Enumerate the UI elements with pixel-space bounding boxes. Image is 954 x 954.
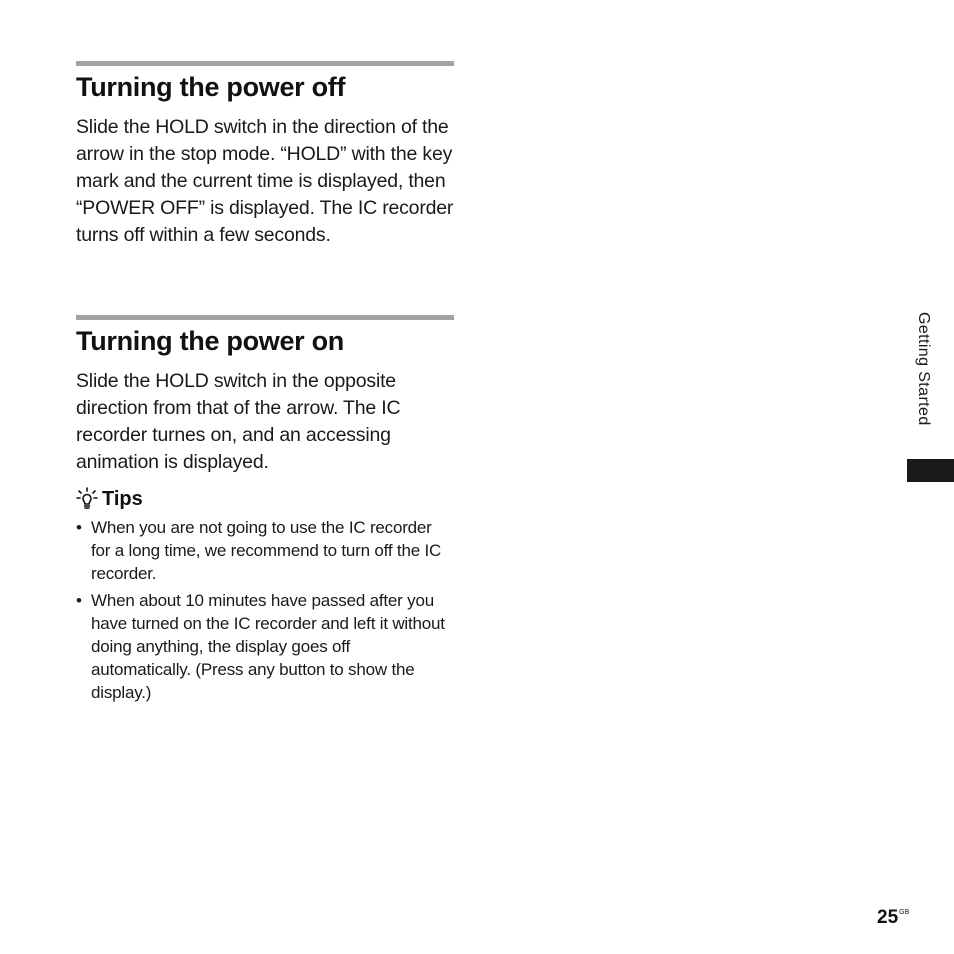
page-number bbox=[877, 907, 909, 929]
chapter-label: Getting Started bbox=[915, 312, 932, 426]
list-item bbox=[76, 589, 448, 704]
tips-list bbox=[76, 516, 448, 708]
list-item bbox=[76, 516, 448, 585]
section-divider bbox=[76, 315, 454, 320]
section-title: Turning the power on bbox=[76, 326, 344, 356]
section-body: Slide the HOLD switch in the opposite direction from that of the arrow. The IC recorder turnes on, and an accessing animation is displayed. bbox=[76, 370, 401, 473]
lightbulb-icon bbox=[76, 487, 98, 511]
section-power-on bbox=[76, 315, 454, 476]
section-power-off bbox=[76, 61, 454, 249]
section-body: Slide the HOLD switch in the direction of the arrow in the stop mode. “HOLD” with the key mark and the current time is displayed, then “POWER OFF” is displayed. The IC recorder turns off within a few seconds. bbox=[76, 116, 454, 246]
section-title: Turning the power off bbox=[76, 72, 346, 102]
page-number-value: 25 bbox=[877, 907, 899, 928]
tip-text: When you are not going to use the IC recorder for a long time, we recommend to turn off the IC recorder. bbox=[91, 518, 442, 583]
tips-heading-label: Tips bbox=[102, 487, 143, 510]
bullet: • bbox=[76, 591, 82, 610]
section-divider bbox=[76, 61, 454, 66]
tip-text: When about 10 minutes have passed after you have turned on the IC recorder and left it without doing anything, the display goes off automatically. (Press any button to show the display.) bbox=[91, 591, 445, 702]
bullet: • bbox=[76, 518, 82, 537]
chapter-tab bbox=[907, 459, 954, 482]
tips-heading bbox=[76, 487, 143, 511]
page-number-suffix: GB bbox=[899, 909, 910, 916]
